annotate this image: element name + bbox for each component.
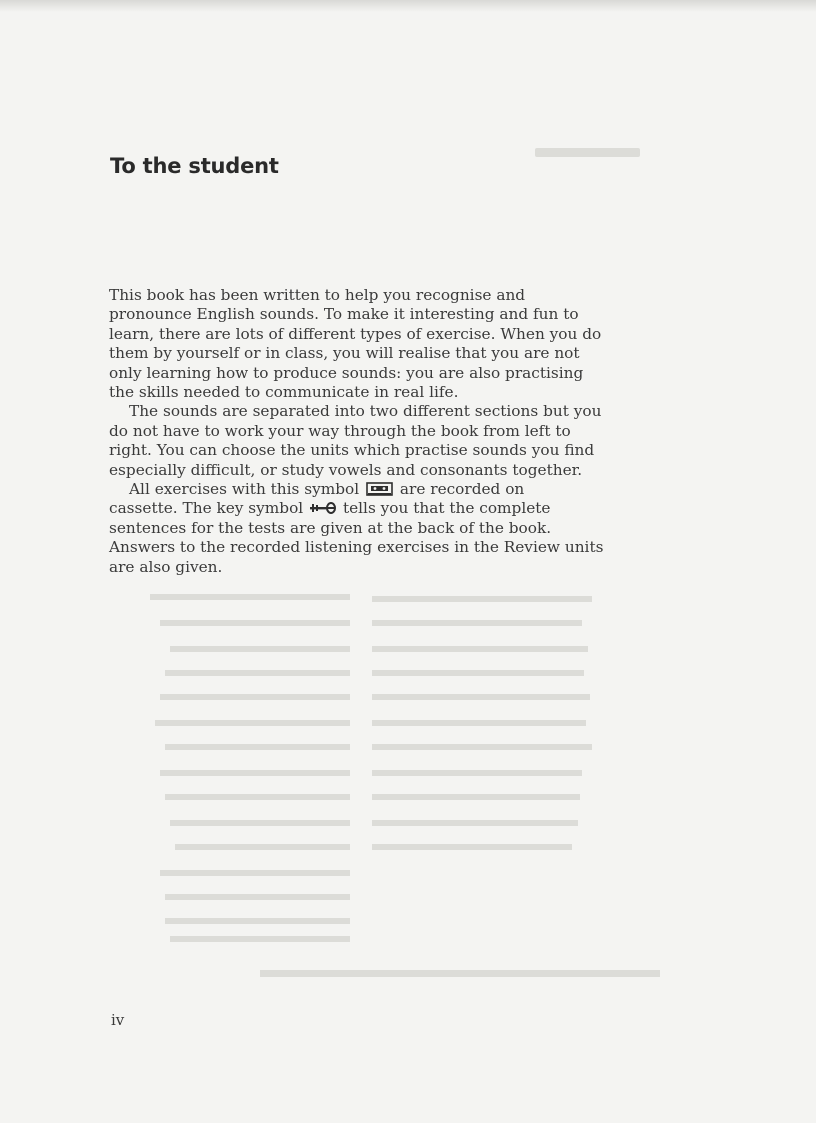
paragraph-1	[109, 286, 639, 402]
text-line	[109, 480, 639, 499]
text-line: The sounds are separated into two different sections but you	[129, 402, 602, 421]
text-line: the skills needed to communicate in real life.	[109, 383, 459, 402]
text-line: right. You can choose the units which practise sounds you find	[109, 441, 595, 460]
text-line: pronounce English sounds. To make it interesting and fun to	[109, 305, 579, 324]
page-number: iv	[111, 1011, 125, 1029]
text-line: This book has been written to help you recognise and	[109, 286, 526, 304]
key-icon	[309, 502, 337, 514]
text-fragment: tells you that the complete	[342, 499, 551, 518]
paragraph-2	[109, 402, 639, 480]
text-line	[109, 499, 639, 518]
paragraph-3	[109, 480, 639, 577]
text-fragment: cassette. The key symbol	[109, 499, 304, 518]
cassette-icon	[366, 482, 393, 496]
text-line: do not have to work your way through the book from left to	[109, 421, 571, 440]
text-line: only learning how to produce sounds: you are also practising	[109, 363, 584, 382]
text-line: Answers to the recorded listening exercises in the Review units	[109, 538, 604, 557]
body-text	[109, 286, 639, 577]
text-line: are also given.	[109, 557, 223, 576]
text-line: learn, there are lots of different types of exercise. When you do	[109, 324, 602, 343]
text-line: especially difficult, or study vowels and consonants together.	[109, 460, 583, 479]
text-fragment: All exercises with this symbol	[129, 480, 360, 499]
page-title: To the student	[110, 154, 279, 178]
text-line: sentences for the tests are given at the back of the book.	[109, 518, 552, 537]
text-line: them by yourself or in class, you will realise that you are not	[109, 344, 580, 363]
text-fragment: are recorded on	[399, 480, 525, 499]
